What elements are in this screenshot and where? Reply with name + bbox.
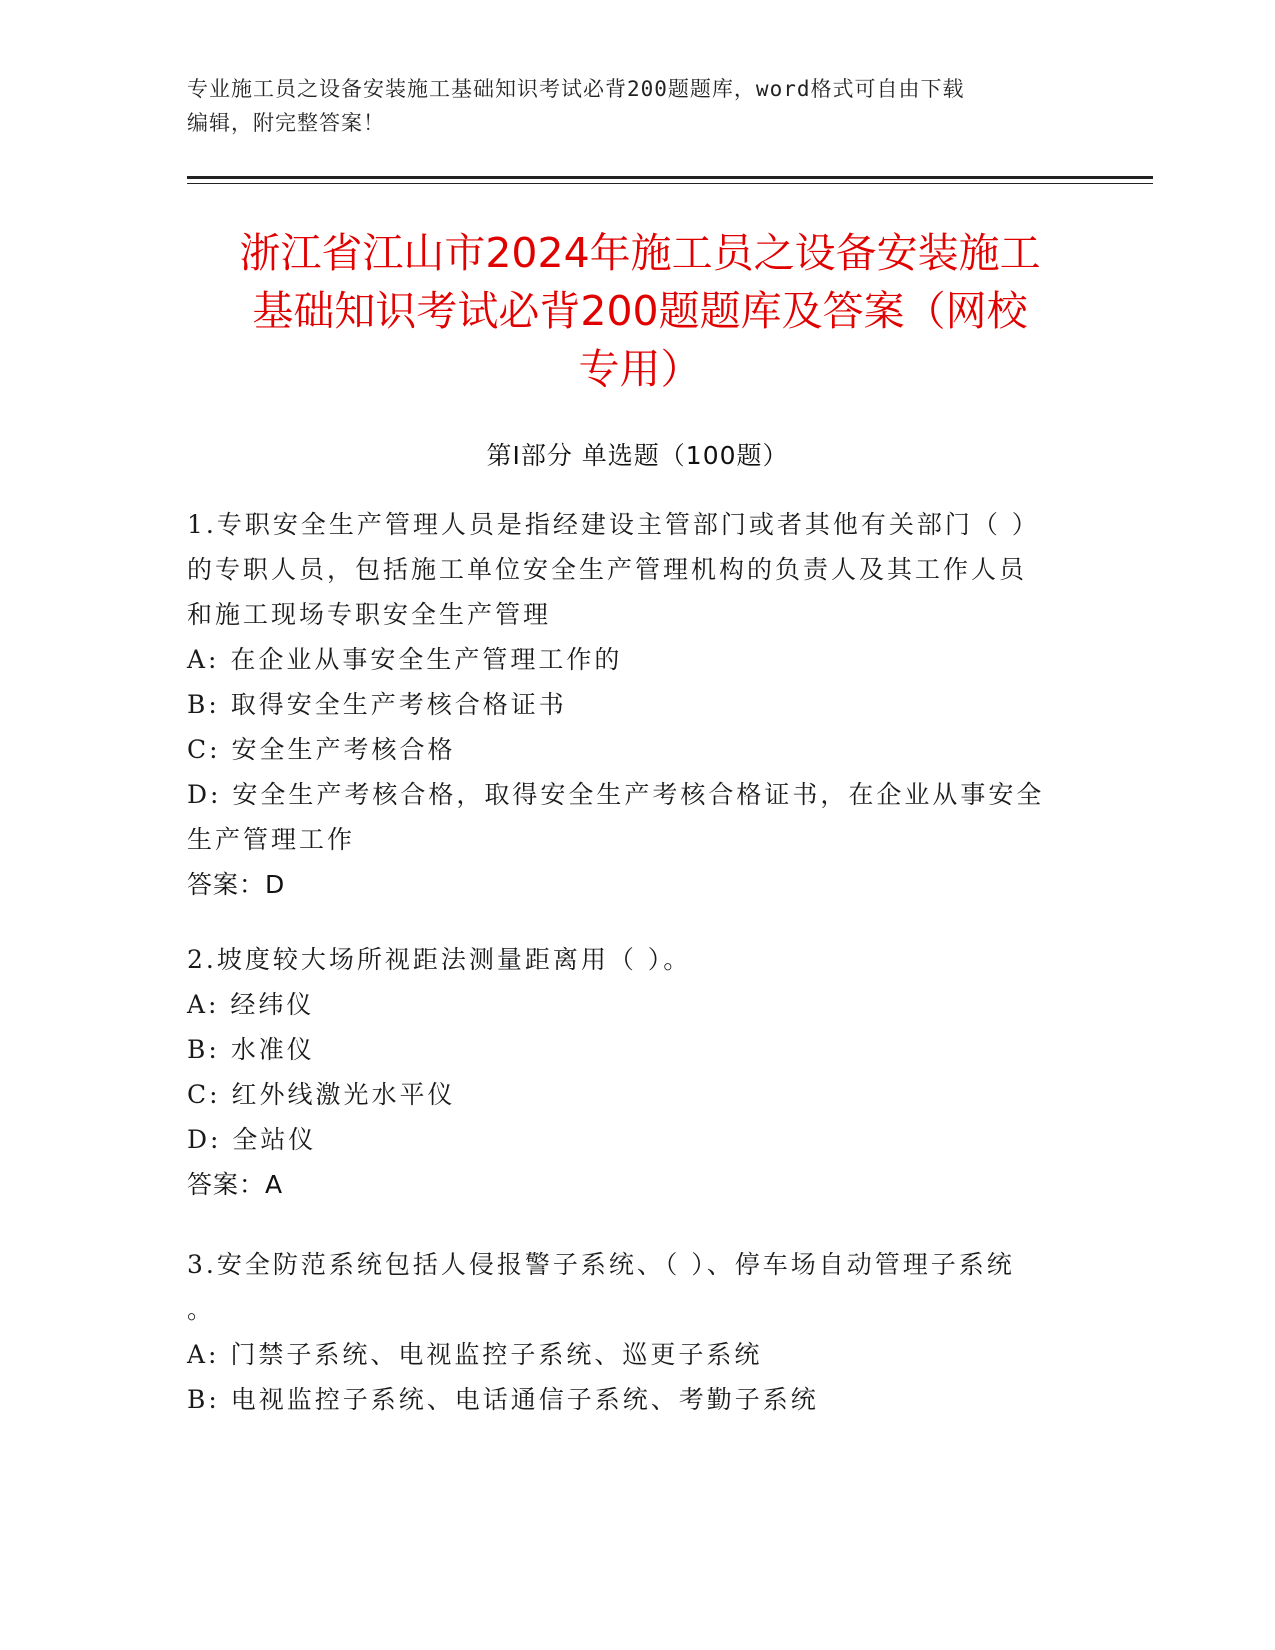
option-c: C: 红外线激光水平仪 <box>187 1080 456 1109</box>
option-a: A: 门禁子系统、电视监控子系统、巡更子系统 <box>187 1340 763 1369</box>
option-b: B: 电视监控子系统、电话通信子系统、考勤子系统 <box>187 1385 819 1414</box>
option-b: B: 水准仪 <box>187 1035 315 1064</box>
answer: 答案：A <box>187 1170 284 1199</box>
header-note-line: 专业施工员之设备安装施工基础知识考试必背200题题库，word格式可自由下载 <box>187 77 965 101</box>
header-divider-thin <box>187 183 1153 184</box>
document-title-line: 基础知识考试必背200题题库及答案（网校 <box>252 287 1028 335</box>
document-title-line: 专用） <box>578 345 702 393</box>
option-a: A: 经纬仪 <box>187 990 315 1019</box>
question-2 <box>187 937 1087 1207</box>
answer: 答案：D <box>187 870 286 899</box>
document-title <box>160 224 1120 398</box>
question-stem: 的专职人员，包括施工单位安全生产管理机构的负责人及其工作人员 <box>187 555 1028 584</box>
question-stem: 3.安全防范系统包括人侵报警子系统、（ ）、停车场自动管理子系统 <box>187 1250 1015 1279</box>
option-a: A: 在企业从事安全生产管理工作的 <box>187 645 623 674</box>
question-stem: 1.专职安全生产管理人员是指经建设主管部门或者其他有关部门（ ） <box>187 510 1040 539</box>
question-stem: 2.坡度较大场所视距法测量距离用（ ）。 <box>187 945 692 974</box>
question-stem: 和施工现场专职安全生产管理 <box>187 600 552 629</box>
option-b: B: 取得安全生产考核合格证书 <box>187 690 567 719</box>
question-stem: 。 <box>187 1295 216 1324</box>
header-divider-thick <box>187 176 1153 179</box>
option-d-continued: 生产管理工作 <box>187 825 356 854</box>
header-note <box>187 72 1087 140</box>
header-note-line: 编辑，附完整答案！ <box>187 111 385 135</box>
option-d: D: 全站仪 <box>187 1125 317 1154</box>
document-title-line: 浙江省江山市2024年施工员之设备安装施工 <box>239 229 1041 277</box>
option-c: C: 安全生产考核合格 <box>187 735 456 764</box>
question-3 <box>187 1242 1087 1422</box>
question-1 <box>187 502 1087 907</box>
option-d: D: 安全生产考核合格，取得安全生产考核合格证书，在企业从事安全 <box>187 780 1045 809</box>
section-title: 第Ⅰ部分 单选题（100题） <box>486 441 789 470</box>
